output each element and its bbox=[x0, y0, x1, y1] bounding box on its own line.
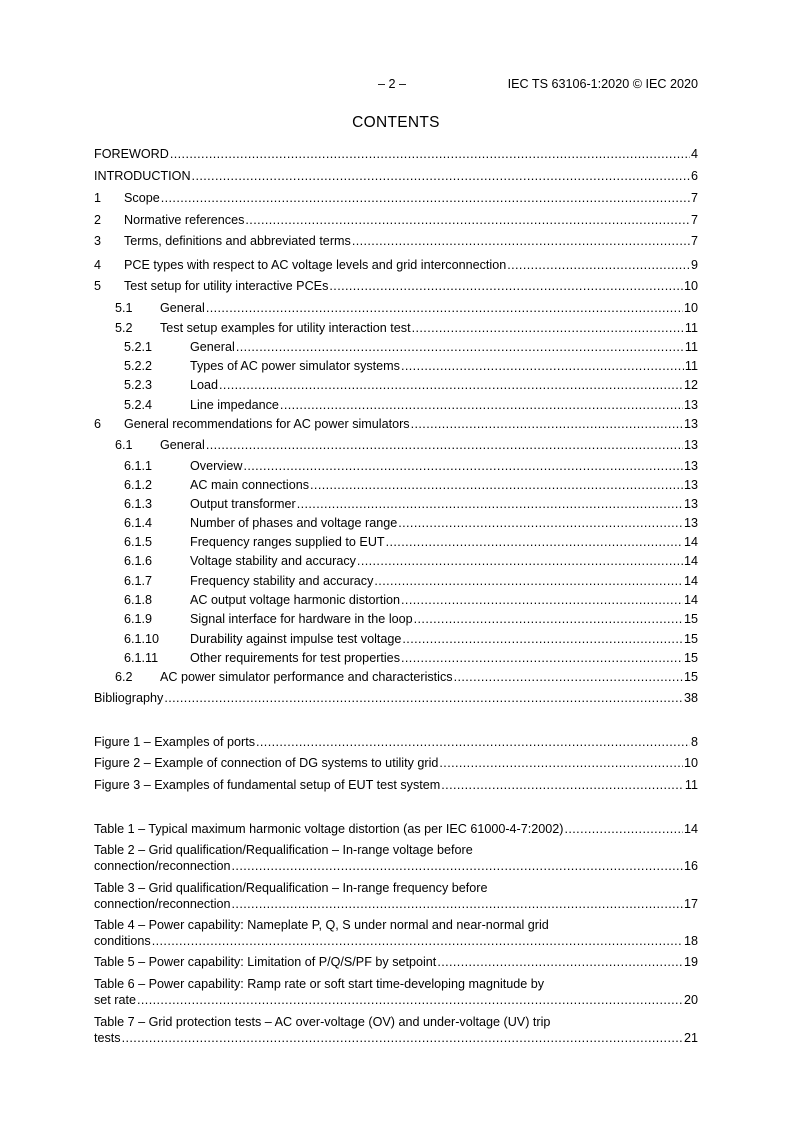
toc-entry[interactable] bbox=[94, 631, 698, 647]
toc-entry-title: tests bbox=[94, 1031, 121, 1045]
toc-entry[interactable] bbox=[94, 534, 698, 550]
dot-leader bbox=[310, 477, 683, 493]
table-entry-title-line2 bbox=[94, 858, 698, 874]
toc-entry[interactable] bbox=[94, 377, 698, 393]
dot-leader bbox=[206, 437, 683, 453]
toc-entry-title: set rate bbox=[94, 993, 136, 1007]
table-entry-title-line1: Table 6 – Power capability: Ramp rate or soft start time-developing magnitude by bbox=[94, 977, 545, 991]
toc-entry-title: Figure 2 – Example of connection of DG systems to utility grid bbox=[94, 756, 439, 770]
toc-entry[interactable] bbox=[94, 477, 698, 493]
dot-leader bbox=[137, 992, 683, 1008]
table-list-entry[interactable] bbox=[94, 821, 698, 837]
toc-entry[interactable] bbox=[94, 358, 698, 374]
toc-entry-number: 6.1.5 bbox=[124, 535, 153, 549]
toc-entry[interactable] bbox=[94, 257, 698, 273]
toc-entry-number: 6.1.6 bbox=[124, 554, 153, 568]
toc-entry-title: Normative references bbox=[124, 213, 245, 227]
dot-leader bbox=[401, 650, 683, 666]
toc-entry-title: Number of phases and voltage range bbox=[190, 516, 398, 530]
figure-list-entry[interactable] bbox=[94, 777, 698, 793]
toc-entry-page: 10 bbox=[683, 279, 698, 293]
dot-leader bbox=[402, 631, 683, 647]
dot-leader bbox=[219, 377, 683, 393]
dot-leader bbox=[161, 190, 690, 206]
toc-entry-page: 10 bbox=[683, 301, 698, 315]
toc-entry-number: 6.2 bbox=[115, 670, 133, 684]
toc-entry-page: 13 bbox=[683, 497, 698, 511]
toc-entry-title: FOREWORD bbox=[94, 147, 169, 161]
table-entry-title-line2 bbox=[94, 1030, 698, 1046]
dot-leader bbox=[412, 320, 684, 336]
table-entry-title-line1: Table 2 – Grid qualification/Requalification – In-range voltage before bbox=[94, 843, 473, 857]
dot-leader bbox=[280, 397, 683, 413]
toc-entry[interactable] bbox=[94, 690, 698, 706]
toc-entry-title: Terms, definitions and abbreviated terms bbox=[124, 234, 351, 248]
dot-leader bbox=[245, 212, 690, 228]
toc-entry-title: General recommendations for AC power simulators bbox=[124, 417, 410, 431]
dot-leader bbox=[122, 1030, 683, 1046]
toc-entry-title: AC output voltage harmonic distortion bbox=[190, 593, 401, 607]
toc-entry-page: 13 bbox=[683, 417, 698, 431]
toc-entry-page: 15 bbox=[683, 670, 698, 684]
toc-entry-page: 19 bbox=[683, 955, 698, 969]
dot-leader bbox=[401, 358, 684, 374]
dot-leader bbox=[352, 233, 690, 249]
toc-entry-page: 7 bbox=[690, 191, 698, 205]
toc-entry[interactable] bbox=[94, 573, 698, 589]
toc-entry-page: 11 bbox=[684, 359, 698, 373]
toc-entry[interactable] bbox=[94, 278, 698, 294]
toc-entry-page: 15 bbox=[683, 612, 698, 626]
table-list-entry[interactable] bbox=[94, 954, 698, 970]
dot-leader bbox=[414, 611, 683, 627]
toc-entry-title: Signal interface for hardware in the loop bbox=[190, 612, 413, 626]
toc-entry-title: Figure 3 – Examples of fundamental setup of EUT test system bbox=[94, 778, 441, 792]
dot-leader bbox=[297, 496, 683, 512]
toc-entry[interactable] bbox=[94, 212, 698, 228]
toc-entry-page: 9 bbox=[690, 258, 698, 272]
toc-entry-number: 6.1.7 bbox=[124, 574, 153, 588]
toc-entry-title: Test setup for utility interactive PCEs bbox=[124, 279, 329, 293]
toc-entry-number: 6.1 bbox=[115, 438, 133, 452]
toc-entry-title: Voltage stability and accuracy bbox=[190, 554, 356, 568]
toc-entry-number: 5.1 bbox=[115, 301, 133, 315]
toc-entry-number: 4 bbox=[94, 258, 102, 272]
page-number: – 2 – bbox=[378, 77, 407, 91]
toc-entry-number: 5.2.2 bbox=[124, 359, 153, 373]
toc-entry-title: Output transformer bbox=[190, 497, 296, 511]
toc-entry-title: Scope bbox=[124, 191, 160, 205]
dot-leader bbox=[398, 515, 683, 531]
toc-entry[interactable] bbox=[94, 611, 698, 627]
toc-entry[interactable] bbox=[94, 146, 698, 162]
toc-entry-number: 5.2.3 bbox=[124, 378, 153, 392]
toc-entry-title: General bbox=[160, 301, 205, 315]
toc-entry-page: 11 bbox=[684, 321, 698, 335]
table-entry-title-line2 bbox=[94, 896, 698, 912]
toc-entry-title: Table 5 – Power capability: Limitation of P/Q/S/PF by setpoint bbox=[94, 955, 437, 969]
toc-entry[interactable] bbox=[94, 437, 698, 453]
toc-entry[interactable] bbox=[94, 592, 698, 608]
table-entry-title-line1: Table 4 – Power capability: Nameplate P, Q, S under normal and near-normal grid bbox=[94, 918, 549, 932]
toc-entry[interactable] bbox=[94, 496, 698, 512]
toc-entry-number: 6.1.10 bbox=[124, 632, 160, 646]
toc-entry-title: Overview bbox=[190, 459, 243, 473]
dot-leader bbox=[386, 534, 683, 550]
toc-entry-number: 6.1.11 bbox=[124, 651, 159, 665]
table-entry-title-line1: Table 7 – Grid protection tests – AC over-voltage (OV) and under-voltage (UV) trip bbox=[94, 1015, 551, 1029]
toc-entry-page: 7 bbox=[690, 213, 698, 227]
toc-entry-page: 4 bbox=[690, 147, 698, 161]
toc-entry-page: 11 bbox=[684, 778, 698, 792]
toc-entry-page: 14 bbox=[683, 574, 698, 588]
toc-entry[interactable] bbox=[94, 233, 698, 249]
toc-entry-number: 5.2 bbox=[115, 321, 133, 335]
toc-entry-title: Line impedance bbox=[190, 398, 279, 412]
toc-entry-title: Frequency ranges supplied to EUT bbox=[190, 535, 385, 549]
dot-leader bbox=[437, 954, 683, 970]
toc-entry-title: AC power simulator performance and characteristics bbox=[160, 670, 453, 684]
toc-entry-page: 13 bbox=[683, 438, 698, 452]
toc-entry[interactable] bbox=[94, 458, 698, 474]
toc-entry-page: 8 bbox=[690, 735, 698, 749]
toc-entry[interactable] bbox=[94, 320, 698, 336]
toc-entry-page: 14 bbox=[683, 822, 698, 836]
document-reference: IEC TS 63106-1:2020 © IEC 2020 bbox=[507, 77, 698, 91]
page-title: CONTENTS bbox=[352, 114, 440, 131]
toc-entry-title: AC main connections bbox=[190, 478, 310, 492]
toc-entry-title: Load bbox=[190, 378, 219, 392]
page-header bbox=[94, 75, 698, 93]
table-list-entry[interactable] bbox=[94, 842, 698, 874]
dot-leader bbox=[401, 592, 683, 608]
dot-leader bbox=[564, 821, 683, 837]
dot-leader bbox=[232, 896, 683, 912]
toc-entry-page: 15 bbox=[683, 632, 698, 646]
toc-entry-page: 18 bbox=[683, 934, 698, 948]
toc-entry-number: 6.1.8 bbox=[124, 593, 153, 607]
toc-entry-page: 15 bbox=[683, 651, 698, 665]
toc-entry-title: Table 1 – Typical maximum harmonic voltage distortion (as per IEC 61000-4-7:2002) bbox=[94, 822, 564, 836]
dot-leader bbox=[232, 858, 683, 874]
dot-leader bbox=[374, 573, 683, 589]
dot-leader bbox=[507, 257, 690, 273]
toc-entry-page: 13 bbox=[683, 478, 698, 492]
dot-leader bbox=[236, 339, 684, 355]
dot-leader bbox=[152, 933, 683, 949]
toc-entry-title: Figure 1 – Examples of ports bbox=[94, 735, 255, 749]
toc-entry-number: 5.2.4 bbox=[124, 398, 153, 412]
dot-leader bbox=[170, 146, 690, 162]
table-list-entry[interactable] bbox=[94, 880, 698, 912]
toc-entry-title: Durability against impulse test voltage bbox=[190, 632, 402, 646]
toc-entry-title: General bbox=[190, 340, 235, 354]
toc-entry-title: conditions bbox=[94, 934, 151, 948]
dot-leader bbox=[329, 278, 683, 294]
table-entry-title-line1: Table 3 – Grid qualification/Requalification – In-range frequency before bbox=[94, 881, 488, 895]
toc-entry-page: 14 bbox=[683, 593, 698, 607]
toc-entry-title: INTRODUCTION bbox=[94, 169, 191, 183]
toc-entry-page: 21 bbox=[683, 1031, 698, 1045]
toc-entry-page: 17 bbox=[683, 897, 698, 911]
table-list-entry[interactable] bbox=[94, 976, 698, 1008]
toc-entry[interactable] bbox=[94, 397, 698, 413]
toc-entry[interactable] bbox=[94, 515, 698, 531]
toc-entry-title: Types of AC power simulator systems bbox=[190, 359, 400, 373]
table-list-entry[interactable] bbox=[94, 917, 698, 949]
toc-entry-page: 13 bbox=[683, 516, 698, 530]
toc-entry-number: 6.1.1 bbox=[124, 459, 153, 473]
toc-entry-number: 3 bbox=[94, 234, 102, 248]
dot-leader bbox=[441, 777, 684, 793]
toc-entry-page: 38 bbox=[683, 691, 698, 705]
table-entry-title-line2 bbox=[94, 933, 698, 949]
toc-entry-title: General bbox=[160, 438, 205, 452]
toc-entry-title: connection/reconnection bbox=[94, 859, 231, 873]
toc-entry-number: 6 bbox=[94, 417, 102, 431]
table-list-entry[interactable] bbox=[94, 1014, 698, 1046]
toc-entry-number: 5 bbox=[94, 279, 102, 293]
toc-entry-number: 5.2.1 bbox=[124, 340, 153, 354]
toc-entry-title: Bibliography bbox=[94, 691, 164, 705]
toc-entry-page: 10 bbox=[683, 756, 698, 770]
table-entry-title-line2 bbox=[94, 992, 698, 1008]
dot-leader bbox=[164, 690, 683, 706]
toc-entry-page: 6 bbox=[690, 169, 698, 183]
toc-entry-number: 1 bbox=[94, 191, 102, 205]
toc-entry[interactable] bbox=[94, 553, 698, 569]
dot-leader bbox=[357, 553, 683, 569]
toc-entry-page: 13 bbox=[683, 459, 698, 473]
toc-entry-title: Test setup examples for utility interaction test bbox=[160, 321, 411, 335]
toc-entry-title: PCE types with respect to AC voltage levels and grid interconnection bbox=[124, 258, 507, 272]
toc-entry[interactable] bbox=[94, 168, 698, 184]
dot-leader bbox=[243, 458, 683, 474]
toc-entry[interactable] bbox=[94, 669, 698, 685]
figure-list-entry[interactable] bbox=[94, 734, 698, 750]
toc-entry-number: 6.1.4 bbox=[124, 516, 153, 530]
toc-entry-page: 11 bbox=[684, 340, 698, 354]
dot-leader bbox=[206, 300, 683, 316]
toc-entry-page: 14 bbox=[683, 535, 698, 549]
toc-entry-page: 14 bbox=[683, 554, 698, 568]
toc-entry[interactable] bbox=[94, 300, 698, 316]
dot-leader bbox=[256, 734, 690, 750]
toc-entry-title: Other requirements for test properties bbox=[190, 651, 400, 665]
toc-entry-page: 16 bbox=[683, 859, 698, 873]
dot-leader bbox=[454, 669, 683, 685]
toc-entry-title: connection/reconnection bbox=[94, 897, 231, 911]
toc-entry-page: 12 bbox=[683, 378, 698, 392]
toc-entry-number: 6.1.3 bbox=[124, 497, 153, 511]
toc-entry-page: 7 bbox=[690, 234, 698, 248]
toc-entry-title: Frequency stability and accuracy bbox=[190, 574, 374, 588]
toc-entry-number: 6.1.9 bbox=[124, 612, 153, 626]
toc-entry-page: 13 bbox=[683, 398, 698, 412]
dot-leader bbox=[192, 168, 690, 184]
toc-entry-number: 6.1.2 bbox=[124, 478, 153, 492]
dot-leader bbox=[439, 755, 683, 771]
toc-entry[interactable] bbox=[94, 339, 698, 355]
toc-entry[interactable] bbox=[94, 416, 698, 432]
toc-entry[interactable] bbox=[94, 190, 698, 206]
dot-leader bbox=[411, 416, 683, 432]
toc-entry-number: 2 bbox=[94, 213, 102, 227]
toc-entry-page: 20 bbox=[683, 993, 698, 1007]
figure-list-entry[interactable] bbox=[94, 755, 698, 771]
toc-entry[interactable] bbox=[94, 650, 698, 666]
